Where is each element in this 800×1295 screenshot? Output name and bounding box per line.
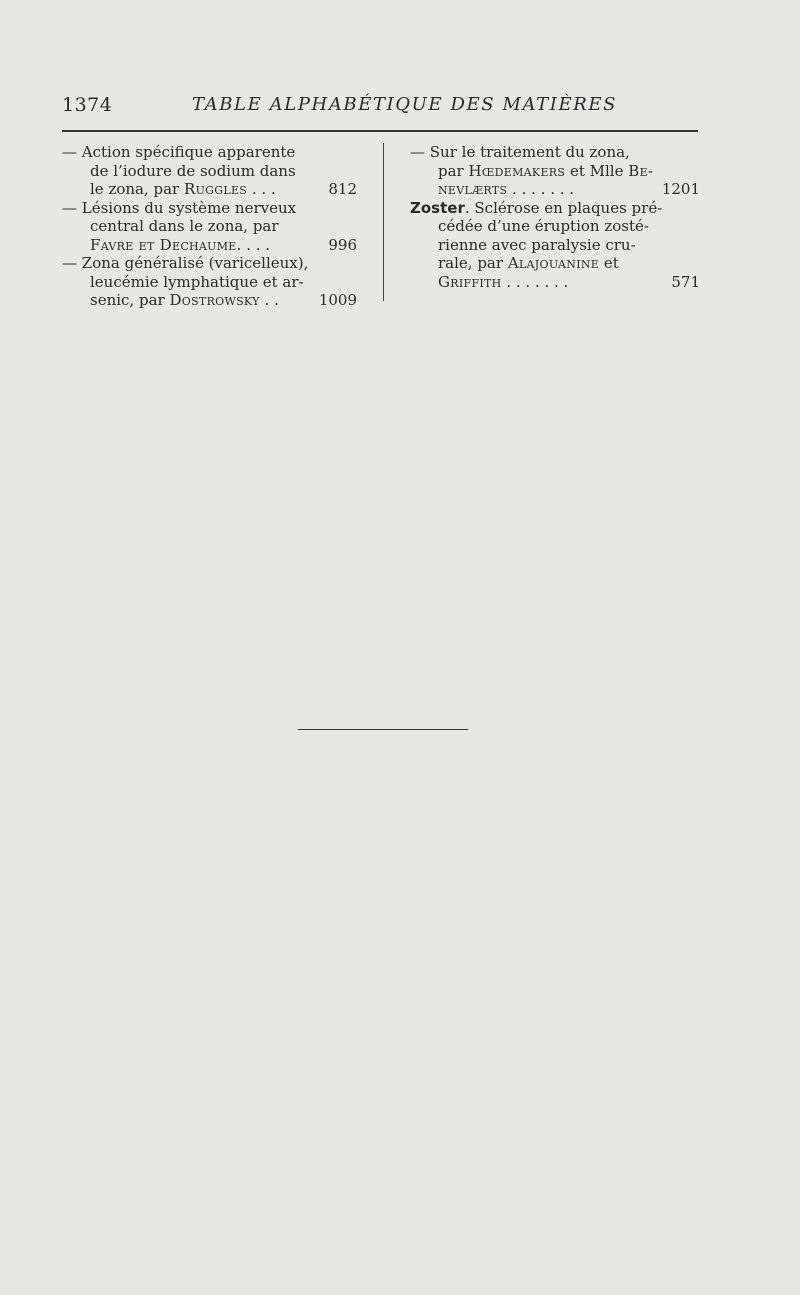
entry-line: cédée d’une éruption zosté- — [438, 217, 649, 235]
page-reference: 1009 — [318, 291, 357, 309]
index-entry-zoster — [410, 199, 700, 292]
entry-line — [410, 180, 700, 199]
entry-line: Zoster. Sclérose en plaques pré- — [410, 198, 663, 217]
left-column — [62, 143, 357, 310]
page-reference: 812 — [328, 180, 357, 198]
index-entry-favre-dechaume — [62, 199, 357, 255]
dot-leaders: . . — [259, 291, 279, 309]
author-name: nevlærts — [438, 180, 508, 198]
dot-leaders: . . . . — [236, 235, 271, 254]
index-entry-dostrowsky — [62, 254, 357, 310]
dot-leaders: . . . — [247, 180, 276, 198]
entry-line: — Sur le traitement du zona, — [410, 143, 630, 161]
entry-line: de l’iodure de sodium dans — [90, 161, 296, 180]
author-name: Alajouanine — [507, 254, 600, 272]
header-rule — [62, 130, 698, 132]
entry-line: leucémie lymphatique et ar- — [90, 272, 304, 291]
page-number: 1374 — [62, 94, 113, 116]
index-entry-ruggles — [62, 143, 357, 199]
dot-leaders: . . . . . . . — [507, 180, 575, 198]
dot-leaders: . . . . . . . — [501, 272, 569, 291]
index-headword: Zoster — [410, 198, 465, 217]
end-rule — [298, 729, 468, 730]
author-name: Hœdemakers — [468, 161, 566, 180]
entry-line — [62, 236, 357, 255]
entry-line: — Lésions du système nerveux — [62, 198, 297, 217]
entry-line: senic, par Dostrowsky . . 1009 — [90, 291, 357, 309]
page-reference: 1201 — [661, 180, 700, 198]
author-name: Dostrowsky — [169, 291, 260, 309]
entry-line: par Hœdemakers et Mlle Be- — [438, 161, 654, 180]
entry-line: — Zona généralisé (varicelleux), — [62, 254, 309, 272]
author-name: Ruggles — [184, 180, 248, 198]
entry-line — [410, 273, 700, 292]
page-reference: 996 — [328, 235, 357, 254]
index-entry-hoedemakers — [410, 143, 700, 199]
entry-line: central dans le zona, par — [90, 217, 279, 235]
entry-line: rale, par Alajouanine et — [438, 254, 619, 272]
entry-line: rienne avec paralysie cru- — [438, 235, 636, 254]
author-name: Griffith — [438, 272, 502, 291]
running-title: TABLE ALPHABÉTIQUE DES MATIÈRES — [192, 94, 618, 115]
entry-line: le zona, par Ruggles . . . 812 — [90, 180, 357, 198]
right-column — [410, 143, 700, 291]
entry-line: — Action spécifique apparente — [62, 143, 296, 161]
page-header — [62, 94, 698, 122]
author-name: Favre et Dechaume — [90, 235, 237, 254]
page-reference: 571 — [671, 272, 700, 291]
column-divider — [383, 143, 384, 301]
